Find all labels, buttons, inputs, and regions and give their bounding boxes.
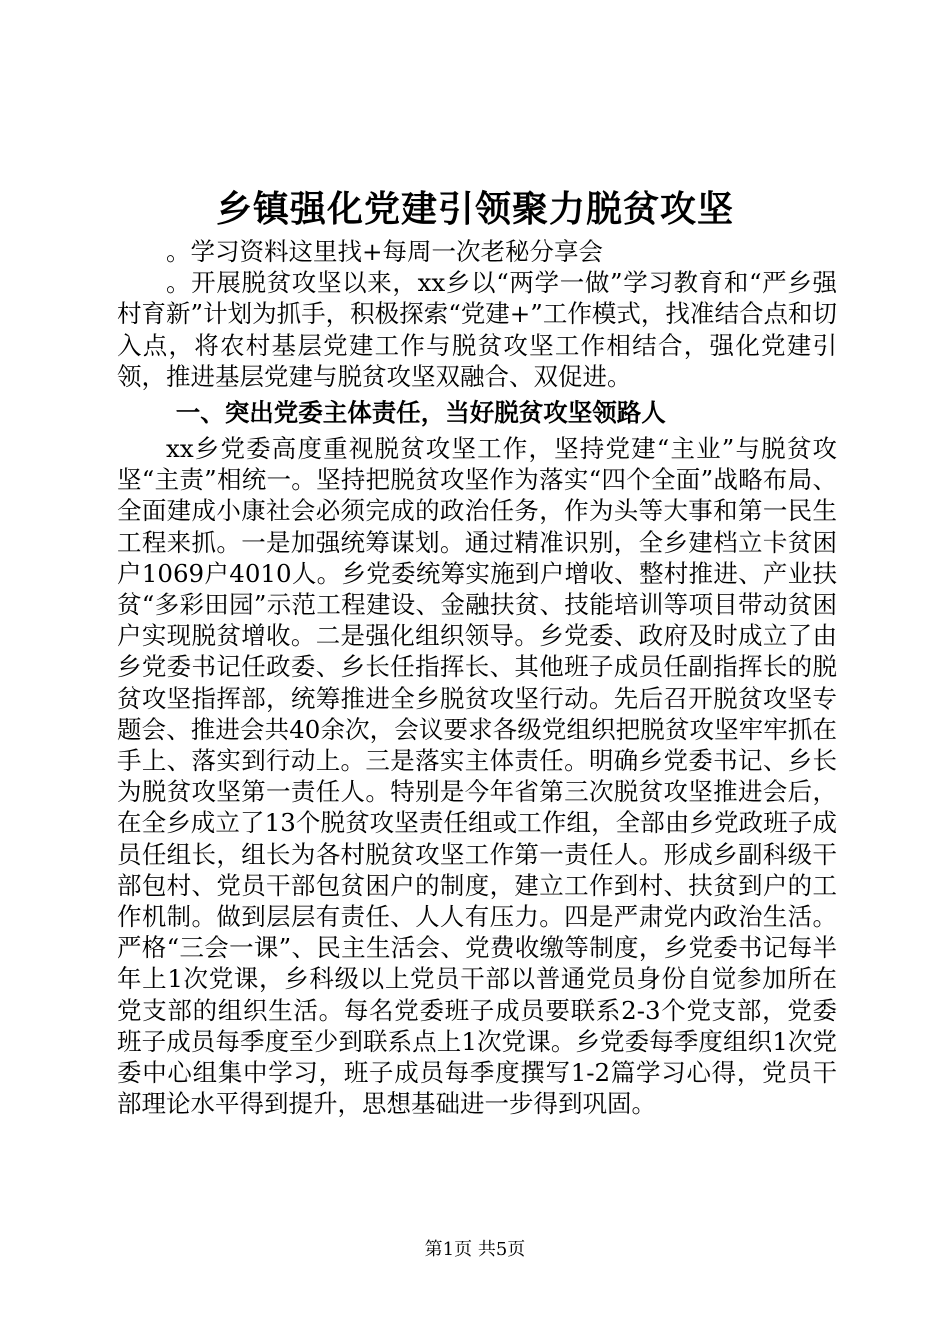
section-heading: 一、突出党委主体责任，当好脱贫攻坚领路人: [175, 398, 666, 428]
subtitle-paragraph: 。学习资料这里找+每周一次老秘分享会: [166, 237, 604, 266]
document-body: [117, 236, 837, 1119]
section-paragraph: xx乡党委高度重视脱贫攻坚工作，坚持党建“主业”与脱贫攻坚“主责”相统一。坚持把脱贫攻坚作为落实“四个全面”战略布局、全面建成小康社会必须完成的政治任务，作为头等大事和第一民生工程来抓。一是加强统筹谋划。通过精准识别，全乡建档立卡贫困户1069户4010人。乡党委统筹实施到户增收、整村推进、产业扶贫“多彩田园”示范工程建设、金融扶贫、技能培训等项目带动贫困户实现脱贫增收。二是强化组织领导。乡党委、政府及时成立了由乡党委书记任政委、乡长任指挥长、其他班子成员任副指挥长的脱贫攻坚指挥部，统筹推进全乡脱贫攻坚行动。先后召开脱贫攻坚专题会、推进会共40余次，会议要求各级党组织把脱贫攻坚牢牢抓在手上、落实到行动上。三是落实主体责任。明确乡党委书记、乡长为脱贫攻坚第一责任人。特别是今年省第三次脱贫攻坚推进会后，在全乡成立了13个脱贫攻坚责任组或工作组，全部由乡党政班子成员任组长，组长为各村脱贫攻坚工作第一责任人。形成乡副科级干部包村、党员干部包贫困户的制度，建立工作到村、扶贫到户的工作机制。做到层层有责任、人人有压力。四是严肃党内政治生活。严格“三会一课”、民主生活会、党费收缴等制度，乡党委书记每半年上1次党课，乡科级以上党员干部以普通党员身份自觉参加所在党支部的组织生活。每名党委班子成员要联系2-3个党支部，党委班子成员每季度至少到联系点上1次党课。乡党委每季度组织1次党委中心组集中学习，班子成员每季度撰写1-2篇学习心得，党员干部理论水平得到提升，思想基础进一步得到巩固。: [117, 434, 837, 1119]
page-number: 第1页 共5页: [424, 1239, 526, 1260]
document-title: 乡镇强化党建引领聚力脱贫攻坚: [215, 188, 734, 230]
intro-paragraph: 。开展脱贫攻坚以来，xx乡以“两学一做”学习教育和“严乡强村育新”计划为抓手，积极探索“党建+”工作模式，找准结合点和切入点，将农村基层党建工作与脱贫攻坚工作相结合，强化党建引领，推进基层党建与脱贫攻坚双融合、双促进。: [117, 268, 837, 391]
